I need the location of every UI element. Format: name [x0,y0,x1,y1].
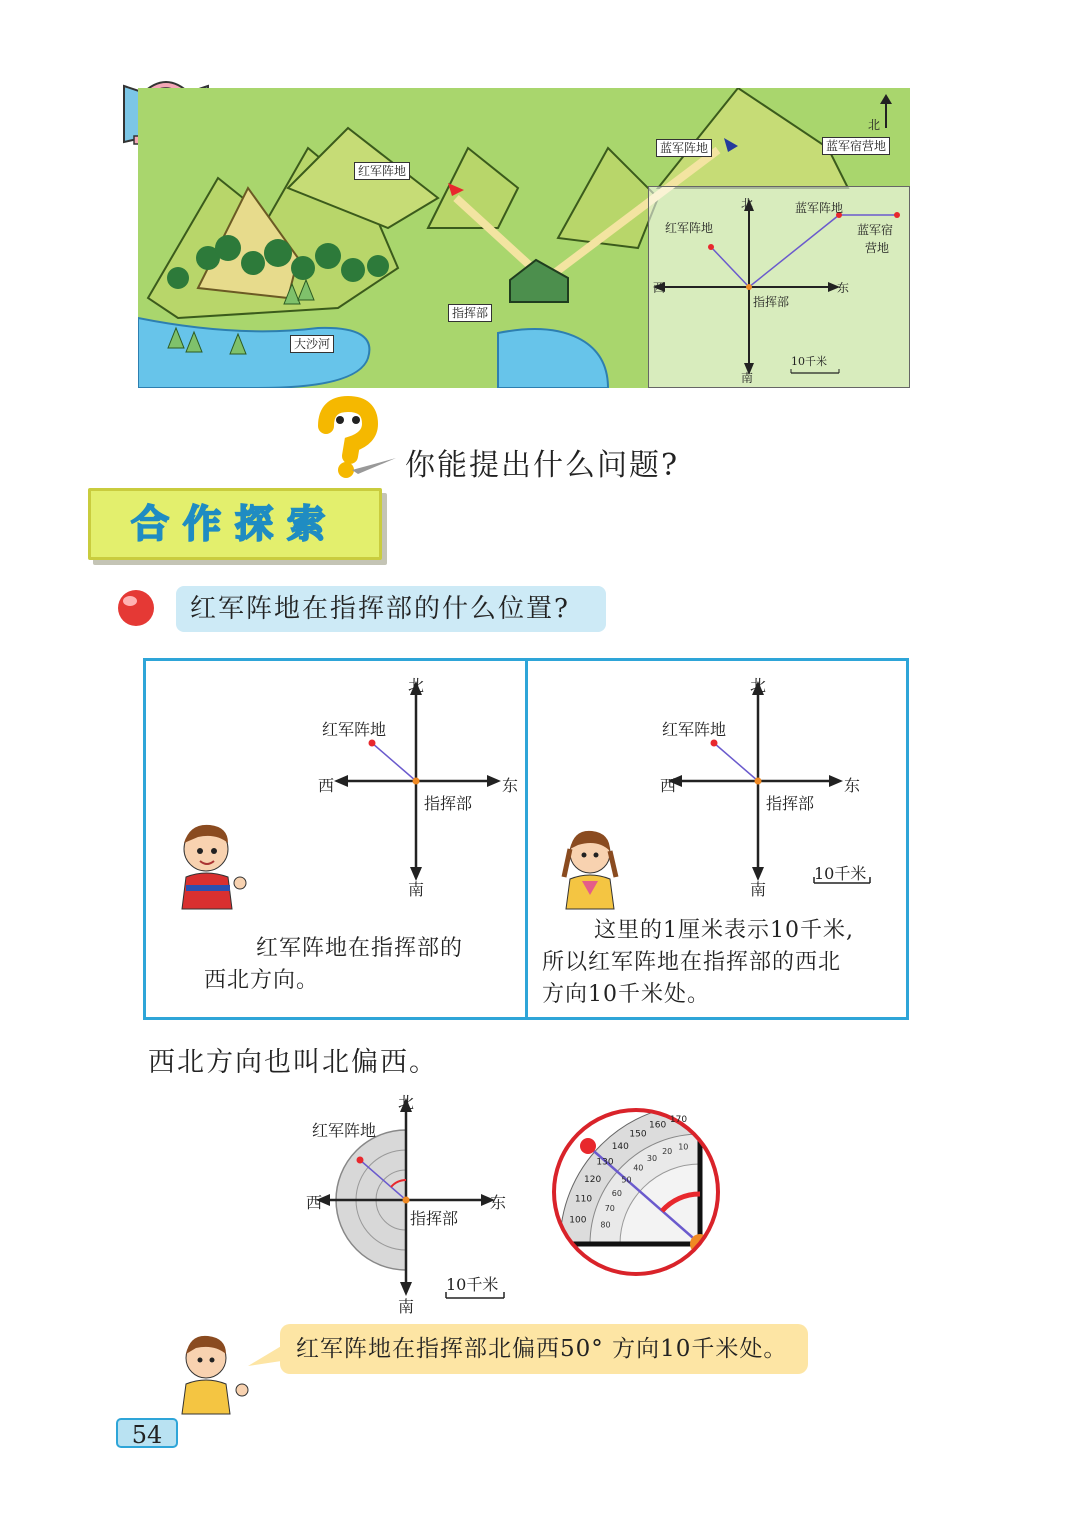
diagram3-south-label: 南 [398,1297,415,1316]
panel-right-command-label: 指挥部 [766,794,815,813]
protractor-outer-tick: 140 [611,1142,629,1152]
diagram3-east-label: 东 [490,1193,507,1212]
answer-bubble [280,1324,808,1374]
protractor-inner-tick: 10 [678,1142,689,1152]
prompt-text: 红军阵地在指挥部的什么位置? [190,594,570,624]
panel-left-south-label: 南 [408,880,425,899]
red-ball-icon [116,588,156,632]
panel-right-text-line3: 方向10千米处。 [542,982,710,1007]
girl-illustration [558,825,634,915]
inset-blue-quarters-label-1: 蓝军宿 [857,223,894,237]
panel-left-command-label: 指挥部 [424,794,473,813]
protractor-inner-tick: 20 [662,1146,673,1156]
panel-right-east-label: 东 [844,776,861,795]
protractor-outer-tick: 120 [584,1175,602,1185]
panel-left-text-line1: 红军阵地在指挥部的 [256,936,464,961]
protractor-outer-tick: 100 [569,1215,587,1226]
map-label-blue-camp: 蓝军阵地 [656,139,712,157]
protractor-outer-tick: 160 [649,1120,667,1131]
map-north-label: 北 [868,118,881,132]
inset-south-label: 南 [741,371,754,385]
inset-blue-quarters-label-2: 营地 [865,241,890,255]
panel-left-west-label: 西 [318,776,335,795]
inset-command-label: 指挥部 [753,295,790,309]
boy-illustration [176,821,252,915]
section-title: 合作探索 [130,502,339,546]
inset-red-camp-label: 红军阵地 [665,221,714,235]
inset-blue-camp-label: 蓝军阵地 [795,201,844,215]
answer-text: 红军阵地在指挥部北偏西50° 方向10千米处。 [296,1336,788,1362]
inset-west-label: 西 [653,281,666,295]
protractor-outer-tick: 170 [669,1114,688,1125]
prompt-bubble [176,586,606,632]
panel-left-north-label: 北 [408,676,425,695]
boy-pointing-illustration [176,1332,256,1420]
magnified-protractor [550,1106,722,1278]
diagram3-west-label: 西 [306,1193,323,1212]
protractor-compass-diagram [300,1088,520,1314]
panel-right-west-label: 西 [660,776,677,795]
section-title-banner [88,488,382,560]
protractor-outer-tick: 110 [574,1194,593,1205]
map-label-red-camp: 红军阵地 [354,162,410,180]
protractor-outer-tick: 130 [596,1157,614,1168]
page-number: 54 [116,1418,178,1448]
map-label-blue-quarters: 蓝军宿营地 [822,137,890,155]
protractor-outer-tick: 150 [629,1129,647,1140]
protractor-inner-tick: 70 [604,1204,615,1214]
map-label-command: 指挥部 [448,304,492,322]
map-label-river: 大沙河 [290,335,334,353]
protractor-inner-tick: 80 [600,1220,611,1230]
panel-right-south-label: 南 [750,880,767,899]
protractor-inner-tick: 40 [633,1163,644,1173]
diagram3-north-label: 北 [398,1093,415,1112]
protractor-inner-tick: 30 [646,1153,658,1163]
panel-left-red-camp-label: 红军阵地 [322,720,387,739]
inset-scale-label: 10千米 [791,355,827,368]
diagram3-command-label: 指挥部 [410,1209,459,1228]
inset-north-label: 北 [741,197,754,211]
panel-right-north-label: 北 [750,676,767,695]
panel-left-east-label: 东 [502,776,519,795]
panel-left [143,658,528,1020]
protractor-inner-tick: 60 [611,1189,622,1198]
question-mark-icon [306,396,398,484]
map-illustration [138,88,910,388]
panel-right [525,658,909,1020]
note-text: 西北方向也叫北偏西。 [148,1047,438,1078]
protractor-inner-tick: 50 [621,1175,632,1185]
diagram3-red-camp-label: 红军阵地 [312,1121,377,1140]
panel-right-text-line2: 所以红军阵地在指挥部的西北 [542,950,842,975]
question-text: 你能提出什么问题? [405,448,680,483]
panel-right-red-camp-label: 红军阵地 [662,720,727,739]
panel-left-text-line2: 西北方向。 [204,968,320,993]
inset-east-label: 东 [837,281,850,295]
panel-right-text-line1: 这里的1厘米表示10千米, [594,918,854,943]
inset-compass-map [648,186,910,388]
diagram3-scale-label: 10千米 [446,1275,499,1294]
panel-right-scale-label: 10千米 [814,864,867,883]
